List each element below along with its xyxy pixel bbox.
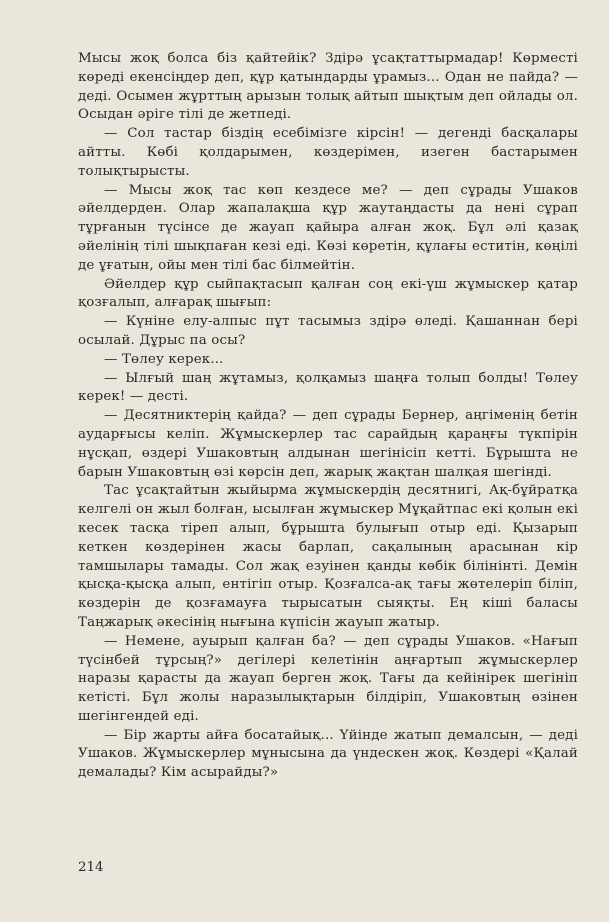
paragraph: — Мысы жоқ тас көп кездесе ме? — деп сұрады Ушаков әйелдерден. Олар жапалақша құр жаутаңдасты да нені сұрап тұрғанын түсінсе де жауап қайыра алған жоқ. Бұл әлі қазақ әйелінің тілі шықпаған кезі еді. Көзі көретін, құлағы еститін, көңілі де ұғатын, ойы мен тілі бас білмейтін. (78, 182, 578, 273)
paragraph: — Десятниктерің қайда? — деп сұрады Бернер, аңгіменің бетін аударғысы келіп. Жұмыскерлер тас сарайдың қараңғы түкпірін нұсқап, өздері Ушаковтың алдынан шегінісіп кетті. Бұрышта не барын Ушаковтың өзі көрсін деп, жарық жақтан шалқая шегінді. (78, 408, 578, 480)
paragraph: — Төлеу керек... (104, 351, 224, 367)
paragraph: — Сол тастар біздің есебімізге кірсін! — дегенді басқалары айтты. Көбі қолдарымен, көздерімен, изеген бастарымен толықтырысты. (78, 126, 578, 179)
page-number: 214 (78, 860, 104, 875)
page-body-text (78, 50, 578, 783)
paragraph: — Күніне елу-алпыс пұт тасымыз здірә өледі. Қашаннан бері осылай. Дұрыс па осы? (78, 314, 578, 348)
paragraph: Әйелдер құр сыйпақтасып қалған соң екі-үш жұмыскер қатар қозғалып, алғарақ шығып: (78, 276, 578, 311)
paragraph: Мысы жоқ болса біз қайтейік? Здірә ұсақтаттырмадар! Көрместі көреді екенсіңдер деп, құр қатындарды ұрамыз... Одан не пайда? — деді. Осымен жұрттың арызын толық айтып шықтым деп ойлады ол. Осыдан әріге тілі де жетпеді. (78, 51, 578, 123)
paragraph: — Ылғый шаң жұтамыз, қолқамыз шаңға толып болды! Төлеу керек! — десті. (78, 370, 578, 405)
paragraph: Тас ұсақтайтын жыйырма жұмыскердің десятнигі, Ақ-бұйратқа келгелі он жыл болған, ысылған жұмыскер Мұқайтпас екі қолын екі кесек тасқа тіреп алып, бұрышта булығып отыр еді. Қызарып кеткен көздерінен жасы барлап, сақалының арасынан кір тамшылары тамады. Сол жақ езуінен қанды көбік білінінті. Демін қысқа-қысқа алып, ентігіп отыр. Қозғалса-ақ тағы жөтелеріп біліп, көздерін де қозғамауға тырысатын сыяқты. Ең кіші баласы Таңжарық әкесінің нығына күпісін жауып жатыр. (78, 483, 578, 630)
paragraph: — Бір жарты айға босатайық... Үйінде жатып демалсын, — деді Ушаков. Жұмыскерлер мұнысына да үндескен жоқ. Көздері «Қалай демалады? Кім асырайды?» (78, 727, 578, 781)
paragraph: — Немене, ауырып қалған ба? — деп сұрады Ушаков. «Нағып түсінбей тұрсың?» дегілері келетінін аңғартып жұмыскерлер наразы қарасты да жауап берген жоқ. Тағы да кейінірек шегініп кетісті. Бұл жолы наразылықтарын білдіріп, Ушаковтың өзінен шегінгендей еді. (78, 633, 578, 724)
